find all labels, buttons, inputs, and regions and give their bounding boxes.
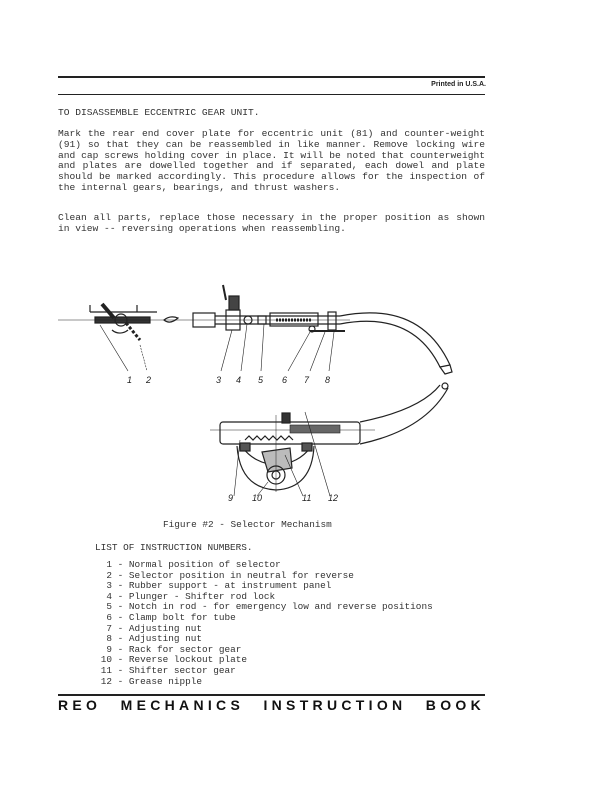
top-view-drawing: [58, 285, 452, 374]
list-item: 7 - Adjusting nut: [106, 622, 203, 634]
footer-rule: [58, 694, 485, 696]
list-item: 9 - Rack for sector gear: [106, 643, 242, 655]
footer-word: MECHANICS: [120, 697, 245, 713]
list-item: 3 - Rubber support - at instrument panel: [106, 580, 332, 592]
list-item: 2 - Selector position in neutral for reverse: [106, 569, 354, 581]
figure-caption: Figure #2 - Selector Mechanism: [163, 519, 332, 530]
paragraph-cleaning: Clean all parts, replace those necessary in the proper position as shown in view -- reversing operations when reassembling.: [58, 212, 485, 234]
list-item: 6 - Clamp bolt for tube: [106, 611, 236, 623]
footer-word: REO: [58, 697, 102, 713]
list-item: 11 - Shifter sector gear: [100, 664, 236, 676]
instruction-list: [96, 560, 433, 687]
printed-note: Printed in U.S.A.: [431, 81, 486, 88]
section-view-drawing: [210, 383, 448, 496]
footer-word: INSTRUCTION: [263, 697, 407, 713]
figure-label-1: 1: [127, 375, 133, 385]
section-heading: TO DISASSEMBLE ECCENTRIC GEAR UNIT.: [58, 107, 260, 118]
list-item: 1 - Normal position of selector: [106, 559, 281, 570]
figure-label-10: 10: [252, 493, 263, 503]
figure-label-8: 8: [325, 375, 331, 385]
figure-label-9: 9: [228, 493, 234, 503]
figure-label-7: 7: [304, 375, 310, 385]
figure-label-2: 2: [146, 375, 152, 385]
list-item: 12 - Grease nipple: [100, 675, 203, 687]
top-view-labels: [127, 375, 330, 385]
paragraph-disassembly: Mark the rear end cover plate for eccentric unit (81) and counter-weight (91) so that they can be reassembled in like manner. Remove locking wire and cap screws holding cover in place. It will be noted that counterweight and plates are dowelled together and if separated, each dowel and plate should be marked accordingly. This procedure allows for the inspection of the internal gears, bearings, and thrust washers.: [58, 128, 485, 193]
figure-label-6: 6: [282, 375, 288, 385]
list-item: 5 - Notch in rod - for emergency low and reverse positions: [106, 601, 433, 613]
figure-label-4: 4: [236, 375, 242, 385]
footer-book-title: [58, 697, 485, 713]
section-view-labels: [228, 493, 338, 503]
list-item: 10 - Reverse lockout plate: [100, 654, 248, 666]
figure-label-3: 3: [216, 375, 222, 385]
instruction-list-title: LIST OF INSTRUCTION NUMBERS.: [95, 542, 253, 553]
figure-label-12: 12: [328, 493, 339, 503]
footer-word: BOOK: [425, 697, 485, 713]
list-item: 8 - Adjusting nut: [106, 633, 203, 645]
figure-label-5: 5: [258, 375, 264, 385]
figure-label-11: 11: [302, 493, 312, 503]
list-item: 4 - Plunger - Shifter rod lock: [106, 590, 276, 602]
